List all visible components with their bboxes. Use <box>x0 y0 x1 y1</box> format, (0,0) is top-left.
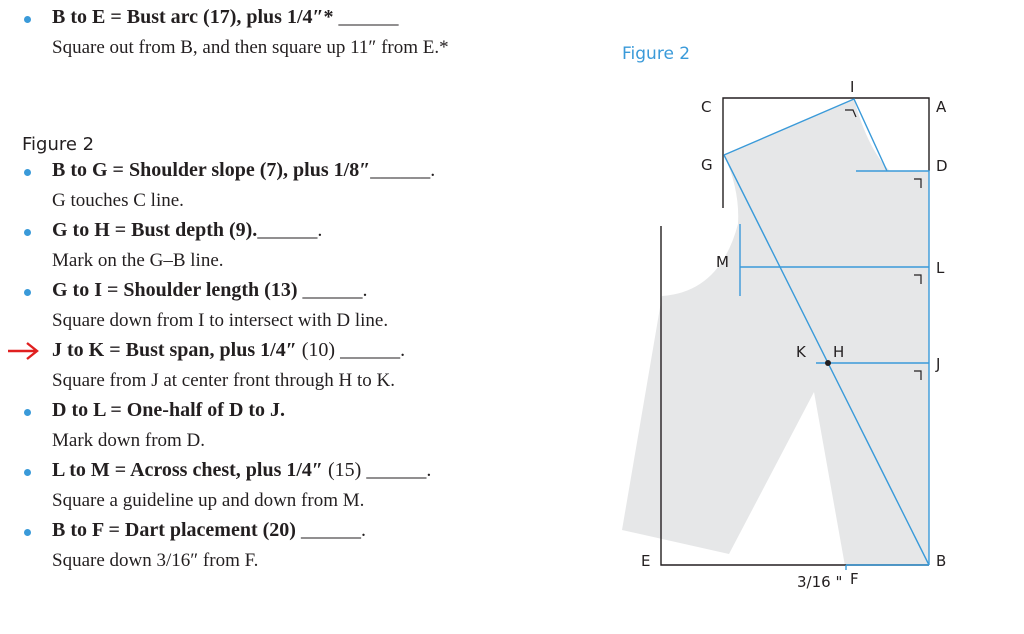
instruction-note: Square a guideline up and down from M. <box>52 490 365 511</box>
instruction-bold: B to G = Shoulder slope (7), plus 1/8″ <box>52 159 371 181</box>
instruction-end: . <box>430 159 436 181</box>
instruction-bold: G to I = Shoulder length (13) <box>52 279 298 301</box>
label-b: B <box>936 552 947 570</box>
figure-title: Figure 2 <box>622 44 691 64</box>
instruction-note: Square out from B, and then square up 11″ from E.* <box>52 37 449 58</box>
label-c: C <box>701 98 712 116</box>
instruction-bold: D to L = One-half of D to J. <box>52 399 286 421</box>
answer-blank: ______ <box>295 519 361 541</box>
instruction-end: . <box>400 339 406 361</box>
instruction-normal: (10) <box>296 339 336 361</box>
label-e: E <box>641 552 651 570</box>
label-d: D <box>936 157 948 175</box>
answer-blank: ______ <box>297 279 363 301</box>
label-k: K <box>796 343 806 361</box>
instruction-end: . <box>362 279 368 301</box>
instruction-normal: (15) <box>322 459 362 481</box>
instruction-end: . <box>360 519 366 541</box>
instruction-bold: L to M = Across chest, plus 1/4″ <box>52 459 323 481</box>
dart-note: 3/16 " <box>797 573 843 591</box>
section-heading: Figure 2 <box>22 134 95 155</box>
label-l: L <box>936 259 945 277</box>
instruction-note: Square down from I to intersect with D line. <box>52 310 389 331</box>
instruction-bold: B to F = Dart placement (20) <box>52 519 296 541</box>
label-m: M <box>716 253 729 271</box>
instruction-note: Square from J at center front through H to K. <box>52 370 395 391</box>
instruction-note: Square down 3/16″ from F. <box>52 550 259 571</box>
instruction-end: . <box>317 219 323 241</box>
label-g: G <box>701 156 713 174</box>
bodice-shape <box>622 99 929 566</box>
answer-blank: ______ <box>370 159 431 181</box>
label-h: H <box>833 343 845 361</box>
label-j: J <box>936 355 941 373</box>
label-a: A <box>936 98 947 116</box>
instruction-bold: G to H = Bust depth (9). <box>52 219 258 241</box>
answer-blank: ______ <box>361 459 427 481</box>
answer-blank: ______ <box>333 6 399 28</box>
label-i: I <box>850 78 855 96</box>
instruction-bold: B to E = Bust arc (17), plus 1/4″* <box>52 6 334 28</box>
instruction-note: G touches C line. <box>52 190 184 211</box>
instruction-end: . <box>426 459 432 481</box>
label-f: F <box>850 570 859 588</box>
bust-point <box>825 360 831 366</box>
instruction-note: Mark on the G–B line. <box>52 250 224 271</box>
answer-blank: ______ <box>335 339 401 361</box>
instruction-note: Mark down from D. <box>52 430 206 451</box>
instruction-bold: J to K = Bust span, plus 1/4″ <box>52 339 297 361</box>
answer-blank: ______ <box>257 219 318 241</box>
